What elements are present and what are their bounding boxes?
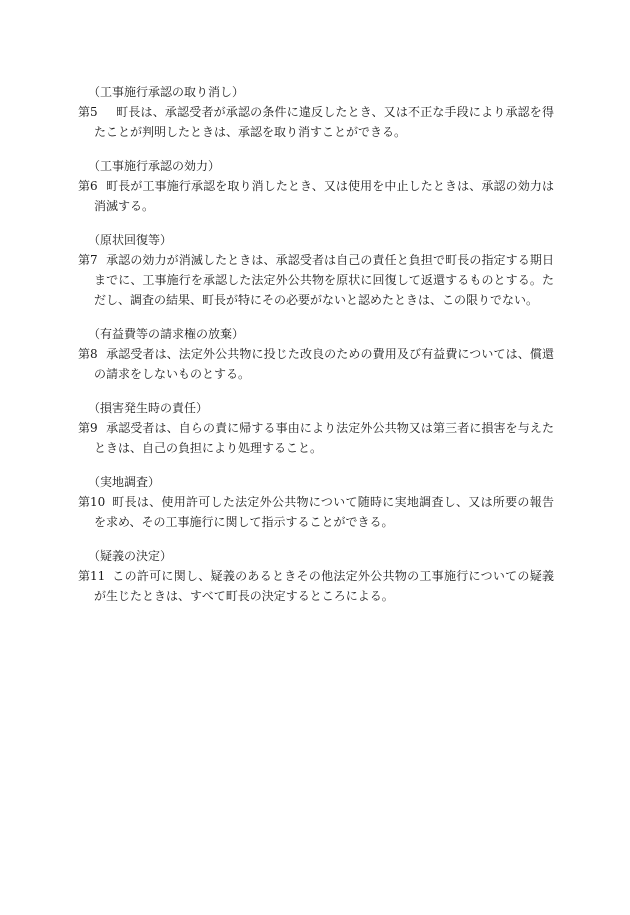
article-number: 第10	[78, 495, 106, 509]
article-paragraph	[78, 250, 554, 310]
article-heading: （疑義の決定）	[88, 549, 173, 563]
article-heading: （有益費等の請求権の放棄）	[88, 327, 245, 341]
article-number: 第8	[78, 347, 98, 361]
article-text: 町長は、承認受者が承認の条件に違反したとき、又は不正な手段により承認を得たことが判明したときは、承認を取り消すことができる。	[94, 105, 554, 139]
article-number: 第7	[78, 253, 98, 267]
section-article-5	[78, 82, 554, 142]
section-article-8	[78, 324, 554, 384]
article-number: 第9	[78, 421, 98, 435]
article-number: 第5	[78, 105, 98, 119]
article-number: 第11	[78, 569, 106, 583]
section-article-11	[78, 546, 554, 606]
article-text: この許可に関し、疑義のあるときその他法定外公共物の工事施行についての疑義が生じたときは、すべて町長の決定するところによる。	[94, 569, 554, 603]
article-paragraph	[78, 418, 554, 458]
article-text: 承認の効力が消滅したときは、承認受者は自己の責任と負担で町長の指定する期日までに、工事施行を承認した法定外公共物を原状に回復して返還するものとする。ただし、調査の結果、町長が特にその必要がないと認めたときは、この限りでない。	[94, 253, 554, 307]
article-text: 町長が工事施行承認を取り消したとき、又は使用を中止したときは、承認の効力は消滅する。	[94, 179, 554, 213]
section-article-9	[78, 398, 554, 458]
article-heading: （工事施行承認の効力）	[88, 159, 221, 173]
article-heading: （原状回復等）	[88, 233, 173, 247]
section-article-10	[78, 472, 554, 532]
article-heading: （損害発生時の責任）	[88, 401, 209, 415]
section-article-7	[78, 230, 554, 310]
article-paragraph	[78, 176, 554, 216]
article-paragraph	[78, 102, 554, 142]
article-paragraph	[78, 566, 554, 606]
article-number: 第6	[78, 179, 98, 193]
article-text: 承認受者は、法定外公共物に投じた改良のための費用及び有益費については、償還の請求をしないものとする。	[94, 347, 554, 381]
article-paragraph	[78, 344, 554, 384]
article-text: 町長は、使用許可した法定外公共物について随時に実地調査し、又は所要の報告を求め、その工事施行に関して指示することができる。	[94, 495, 554, 529]
article-text: 承認受者は、自らの責に帰する事由により法定外公共物又は第三者に損害を与えたときは、自己の負担により処理すること。	[94, 421, 554, 455]
article-heading: （工事施行承認の取り消し）	[88, 85, 245, 99]
article-heading: （実地調査）	[88, 475, 161, 489]
section-article-6	[78, 156, 554, 216]
document-body	[78, 82, 554, 620]
article-paragraph	[78, 492, 554, 532]
